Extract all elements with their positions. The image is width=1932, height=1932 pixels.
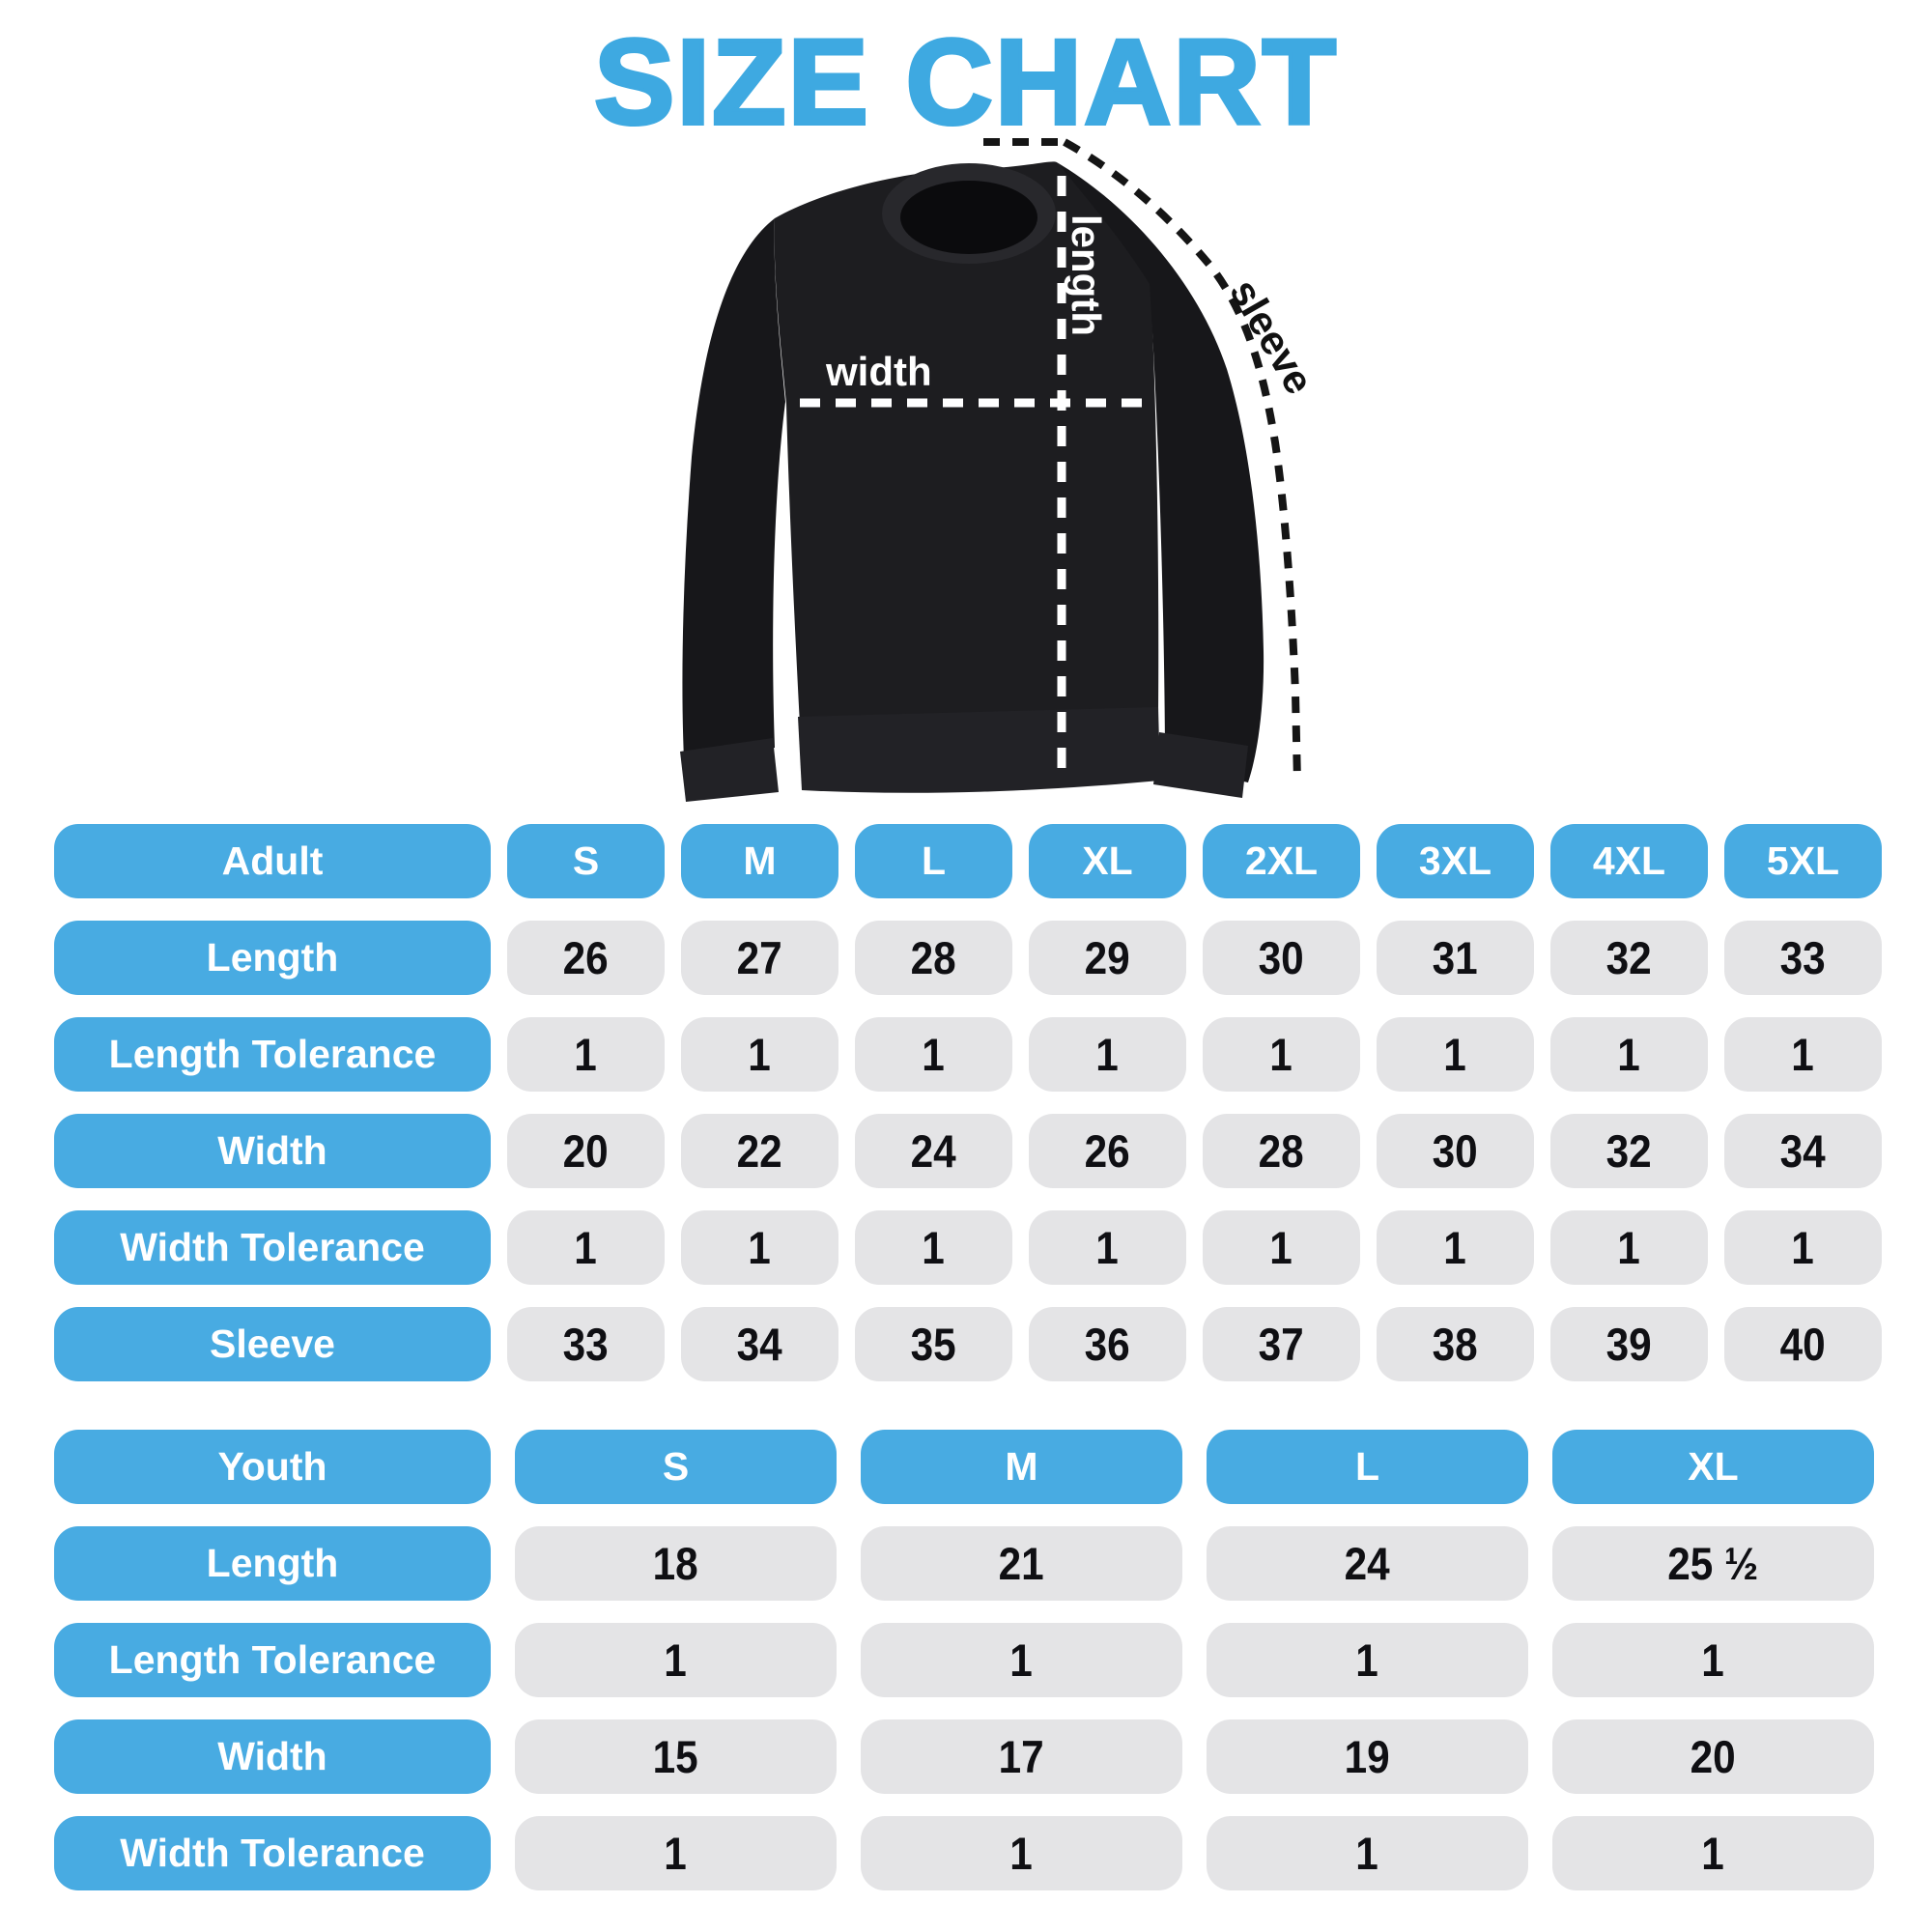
adult-value-cell <box>1377 1307 1534 1381</box>
adult-row-label <box>54 1307 491 1381</box>
youth-group-header-text: Youth <box>217 1444 327 1489</box>
adult-value-cell <box>507 1017 665 1092</box>
youth-value-cell <box>515 1623 837 1697</box>
adult-col-header-xl-text: XL <box>1082 838 1133 883</box>
adult-value-cell <box>1724 921 1882 995</box>
youth-row-label-text: Width <box>217 1734 327 1778</box>
adult-row-label <box>54 1017 491 1092</box>
youth-value-cell-text: 1 <box>1355 1634 1379 1686</box>
youth-value-cell <box>861 1719 1182 1794</box>
adult-value-cell <box>1029 1114 1186 1188</box>
adult-value-cell-text: 1 <box>1269 1029 1293 1080</box>
adult-value-cell-text: 20 <box>562 1125 610 1177</box>
adult-value-cell-text: 1 <box>1443 1222 1467 1273</box>
adult-group-header-text: Adult <box>221 838 324 883</box>
youth-col-header-m <box>861 1430 1182 1504</box>
adult-value-cell <box>681 1210 838 1285</box>
adult-value-cell-text: 1 <box>1095 1222 1120 1273</box>
youth-value-cell-text: 19 <box>1344 1731 1391 1782</box>
adult-value-cell <box>1724 1307 1882 1381</box>
adult-col-header-s <box>507 824 665 898</box>
youth-col-header-l <box>1207 1430 1528 1504</box>
adult-value-cell <box>681 1307 838 1381</box>
hem-band <box>798 707 1160 793</box>
youth-value-cell-text: 1 <box>664 1828 688 1879</box>
youth-value-cell <box>515 1719 837 1794</box>
adult-value-cell <box>681 1114 838 1188</box>
youth-row-label-text: Length Tolerance <box>108 1637 437 1682</box>
adult-value-cell <box>1377 1114 1534 1188</box>
adult-value-cell-text: 40 <box>1779 1319 1827 1370</box>
youth-value-cell-text: 1 <box>664 1634 688 1686</box>
youth-value-cell-text: 1 <box>1701 1634 1725 1686</box>
page-title: SIZE CHART <box>594 15 1338 150</box>
youth-value-cell-text: 1 <box>1009 1634 1034 1686</box>
adult-value-cell-text: 38 <box>1432 1319 1479 1370</box>
youth-row-label <box>54 1623 491 1697</box>
youth-row-label <box>54 1526 491 1601</box>
adult-value-cell <box>1377 1017 1534 1092</box>
adult-value-cell <box>1203 1307 1360 1381</box>
adult-value-cell-text: 26 <box>1084 1125 1131 1177</box>
youth-row-label-text: Width Tolerance <box>120 1831 425 1875</box>
youth-row-label-text: Length <box>206 1541 339 1585</box>
length-label: length <box>1064 214 1109 336</box>
youth-value-cell-text: 25 ½ <box>1667 1538 1759 1589</box>
adult-value-cell-text: 31 <box>1432 932 1479 983</box>
adult-value-cell-text: 29 <box>1084 932 1131 983</box>
youth-value-cell <box>861 1623 1182 1697</box>
adult-col-header-2xl-text: 2XL <box>1244 838 1319 883</box>
youth-value-cell <box>1552 1719 1874 1794</box>
adult-value-cell-text: 1 <box>1095 1029 1120 1080</box>
adult-value-cell-text: 34 <box>1779 1125 1827 1177</box>
youth-group-header <box>54 1430 491 1504</box>
adult-row-label-text: Length Tolerance <box>108 1032 437 1076</box>
adult-value-cell-text: 26 <box>562 932 610 983</box>
adult-value-cell <box>507 1307 665 1381</box>
left-sleeve <box>682 218 785 759</box>
adult-value-cell-text: 36 <box>1084 1319 1131 1370</box>
collar-inner <box>900 181 1037 254</box>
adult-col-header-2xl <box>1203 824 1360 898</box>
adult-value-cell-text: 28 <box>910 932 957 983</box>
adult-value-cell-text: 1 <box>1791 1029 1815 1080</box>
adult-value-cell <box>1377 921 1534 995</box>
adult-col-header-5xl-text: 5XL <box>1766 838 1840 883</box>
youth-value-cell <box>1207 1526 1528 1601</box>
adult-value-cell-text: 1 <box>1443 1029 1467 1080</box>
youth-value-cell-text: 18 <box>652 1538 699 1589</box>
adult-value-cell-text: 1 <box>922 1222 946 1273</box>
sweatshirt-graphic <box>628 114 1352 838</box>
adult-value-cell <box>507 1114 665 1188</box>
adult-value-cell-text: 1 <box>1269 1222 1293 1273</box>
youth-value-cell-text: 1 <box>1009 1828 1034 1879</box>
adult-value-cell-text: 1 <box>922 1029 946 1080</box>
adult-value-cell-text: 39 <box>1605 1319 1653 1370</box>
adult-value-cell-text: 1 <box>574 1029 598 1080</box>
adult-value-cell-text: 30 <box>1432 1125 1479 1177</box>
adult-value-cell-text: 1 <box>1617 1222 1641 1273</box>
adult-col-header-s-text: S <box>572 838 600 883</box>
adult-value-cell-text: 24 <box>910 1125 957 1177</box>
width-label: width <box>826 349 932 394</box>
adult-col-header-3xl <box>1377 824 1534 898</box>
adult-col-header-3xl-text: 3XL <box>1418 838 1492 883</box>
youth-value-cell <box>515 1816 837 1890</box>
adult-value-cell-text: 1 <box>574 1222 598 1273</box>
adult-col-header-xl <box>1029 824 1186 898</box>
adult-value-cell-text: 32 <box>1605 1125 1653 1177</box>
adult-value-cell <box>681 1017 838 1092</box>
adult-value-cell <box>1377 1210 1534 1285</box>
adult-value-cell <box>507 1210 665 1285</box>
adult-row-label-text: Sleeve <box>210 1321 335 1366</box>
adult-value-cell <box>1550 921 1708 995</box>
adult-value-cell-text: 30 <box>1258 932 1305 983</box>
adult-value-cell <box>1724 1017 1882 1092</box>
youth-value-cell <box>1207 1719 1528 1794</box>
adult-value-cell <box>855 1307 1012 1381</box>
youth-col-header-xl-text: XL <box>1688 1444 1739 1489</box>
adult-value-cell-text: 22 <box>736 1125 783 1177</box>
youth-value-cell <box>861 1816 1182 1890</box>
youth-value-cell-text: 15 <box>652 1731 699 1782</box>
adult-value-cell <box>1550 1017 1708 1092</box>
adult-value-cell <box>1550 1114 1708 1188</box>
adult-value-cell-text: 1 <box>1791 1222 1815 1273</box>
adult-value-cell <box>507 921 665 995</box>
adult-value-cell <box>1203 1114 1360 1188</box>
youth-value-cell-text: 21 <box>998 1538 1045 1589</box>
adult-col-header-4xl-text: 4XL <box>1592 838 1666 883</box>
youth-col-header-xl <box>1552 1430 1874 1504</box>
adult-value-cell-text: 27 <box>736 932 783 983</box>
youth-col-header-s <box>515 1430 837 1504</box>
adult-value-cell-text: 37 <box>1258 1319 1305 1370</box>
youth-row-label <box>54 1816 491 1890</box>
adult-value-cell-text: 1 <box>748 1029 772 1080</box>
adult-value-cell <box>1724 1114 1882 1188</box>
youth-col-header-s-text: S <box>662 1444 690 1489</box>
youth-value-cell <box>1552 1623 1874 1697</box>
adult-value-cell <box>1029 1210 1186 1285</box>
adult-value-cell <box>855 1017 1012 1092</box>
adult-value-cell <box>1029 921 1186 995</box>
youth-value-cell-text: 20 <box>1690 1731 1737 1782</box>
adult-row-label-text: Width <box>217 1128 327 1173</box>
adult-value-cell-text: 1 <box>748 1222 772 1273</box>
adult-row-label <box>54 1210 491 1285</box>
youth-col-header-m-text: M <box>1005 1444 1038 1489</box>
adult-value-cell-text: 28 <box>1258 1125 1305 1177</box>
adult-value-cell <box>1550 1210 1708 1285</box>
sleeve-label: sleeve <box>1221 271 1323 402</box>
adult-col-header-5xl <box>1724 824 1882 898</box>
youth-row-label <box>54 1719 491 1794</box>
adult-row-label-text: Length <box>206 935 339 980</box>
youth-value-cell <box>861 1526 1182 1601</box>
adult-value-cell <box>1029 1307 1186 1381</box>
adult-col-header-m-text: M <box>743 838 777 883</box>
adult-value-cell <box>1550 1307 1708 1381</box>
adult-col-header-4xl <box>1550 824 1708 898</box>
adult-value-cell-text: 34 <box>736 1319 783 1370</box>
adult-value-cell <box>855 1210 1012 1285</box>
youth-value-cell-text: 24 <box>1344 1538 1391 1589</box>
adult-value-cell <box>855 921 1012 995</box>
adult-col-header-l-text: L <box>921 838 947 883</box>
adult-value-cell <box>855 1114 1012 1188</box>
adult-value-cell-text: 1 <box>1617 1029 1641 1080</box>
sweatshirt-diagram <box>628 114 1352 838</box>
adult-value-cell-text: 32 <box>1605 932 1653 983</box>
youth-value-cell-text: 17 <box>998 1731 1045 1782</box>
youth-value-cell <box>1207 1816 1528 1890</box>
youth-value-cell-text: 1 <box>1701 1828 1725 1879</box>
adult-value-cell <box>1029 1017 1186 1092</box>
youth-value-cell-text: 1 <box>1355 1828 1379 1879</box>
adult-value-cell <box>1203 1210 1360 1285</box>
youth-value-cell <box>1552 1526 1874 1601</box>
adult-col-header-m <box>681 824 838 898</box>
youth-value-cell <box>1552 1816 1874 1890</box>
youth-size-table <box>54 1430 1874 1890</box>
adult-row-label <box>54 1114 491 1188</box>
adult-value-cell <box>1724 1210 1882 1285</box>
adult-group-header <box>54 824 491 898</box>
adult-value-cell <box>1203 921 1360 995</box>
adult-row-label-text: Width Tolerance <box>120 1225 425 1269</box>
adult-row-label <box>54 921 491 995</box>
adult-value-cell <box>1203 1017 1360 1092</box>
adult-size-table <box>54 824 1882 1381</box>
adult-col-header-l <box>855 824 1012 898</box>
adult-value-cell-text: 33 <box>1779 932 1827 983</box>
adult-value-cell <box>681 921 838 995</box>
adult-value-cell-text: 35 <box>910 1319 957 1370</box>
youth-col-header-l-text: L <box>1354 1444 1380 1489</box>
youth-value-cell <box>1207 1623 1528 1697</box>
adult-value-cell-text: 33 <box>562 1319 610 1370</box>
youth-value-cell <box>515 1526 837 1601</box>
